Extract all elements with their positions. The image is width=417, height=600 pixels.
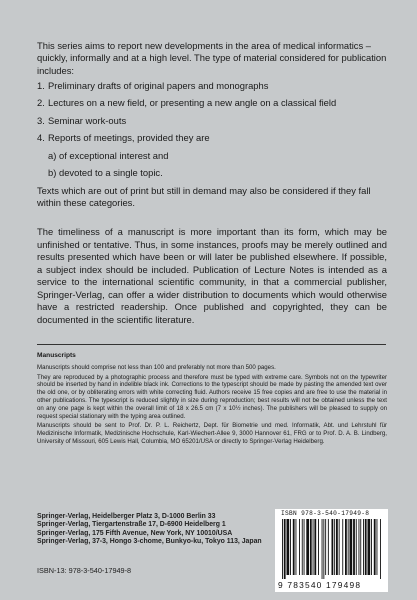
barcode-bar — [314, 519, 316, 575]
list-text: Preliminary drafts of original papers and monographs — [48, 79, 269, 91]
barcode-isbn-text: ISBN 978-3-540-17949-8 — [281, 510, 370, 517]
barcode-bar — [348, 519, 349, 575]
barcode-bar — [318, 519, 319, 575]
barcode-bar — [325, 519, 326, 575]
list-text: Seminar work-outs — [48, 114, 127, 126]
barcode-bar — [334, 519, 335, 575]
barcode-bar — [371, 519, 372, 575]
sub-list-letter: a) — [48, 149, 57, 161]
timeliness-section — [37, 226, 387, 326]
list-item — [37, 97, 387, 109]
barcode-bar — [313, 519, 314, 575]
barcode-bar — [336, 519, 338, 575]
sub-list-text: of exceptional interest and — [59, 149, 169, 161]
barcode-bar — [332, 519, 334, 575]
barcode-bar — [296, 519, 297, 575]
address-line: Springer-Verlag, 37-3, Hongo 3-chome, Bunkyo-ku, Tokyo 113, Japan — [37, 537, 262, 545]
isbn-13: ISBN-13: 978-3-540-17949-8 — [37, 566, 132, 575]
barcode-bar — [290, 519, 291, 575]
manuscripts-heading: Manuscripts — [37, 352, 76, 359]
barcode-bar — [302, 519, 303, 575]
barcode-bar — [342, 519, 343, 575]
list-number: 3. — [37, 114, 45, 126]
barcode-label — [275, 509, 388, 592]
list-number: 4. — [37, 132, 45, 144]
barcode-bar — [374, 519, 376, 575]
timeliness-paragraph: The timeliness of a manuscript is more important than its form, which may be unfinished or tentative. Thus, in some instances, proofs may be merely outlined and results presented which have been or will later be published elsewhere. If possible, a subject index should be included. Publication of Lecture Notes is intended as a service to the international scientific community, in that a commercial publisher, Springer-Verlag, can offer a wider distribution to documents which would otherwise have a restricted readership. Once published and copyrighted, they can be documented in the scientific literature. — [37, 226, 387, 325]
list-number: 1. — [37, 79, 45, 91]
material-list — [37, 80, 387, 180]
barcode-bar — [359, 519, 360, 575]
barcode-bar — [380, 519, 381, 579]
barcode-bar — [310, 519, 312, 575]
sub-list-text: devoted to a single topic. — [59, 167, 163, 179]
barcode-bar — [293, 519, 295, 575]
barcode-icon — [278, 519, 385, 579]
barcode-bar — [306, 519, 309, 575]
list-item — [37, 132, 387, 144]
barcode-bar — [287, 519, 290, 575]
manuscripts-reproduction: They are reproduced by a photographic process and therefore must be typed with extreme care. Symbols not on the typewriter should be inserted by hand in indelible black ink. Corrections to the typescript should be made by pasting the amended text over the old one, or by obliterating errors with white correcting fluid. Authors receive 15 free copies and are free to use the material in other publications. The typescript is reduced slightly in size during reproduction; best results will not be obtained unless the text on any one page is kept within the overall limit of 18 x 26.5 cm (7 x 10½ inches). The publishers will be pleased to supply on request special stationary with the typing area outlined. — [37, 373, 387, 420]
address-line: Springer-Verlag, Tiergartenstraße 17, D-6900 Heidelberg 1 — [37, 521, 226, 529]
barcode-bar — [345, 519, 347, 575]
barcode-bar — [323, 519, 324, 579]
list-number: 2. — [37, 97, 45, 109]
closing-paragraph: Texts which are out of print but still in demand may also be considered if they fall within these categories. — [37, 184, 371, 209]
barcode-bar — [353, 519, 355, 575]
barcode-bar — [368, 519, 371, 575]
barcode-bar — [356, 519, 357, 575]
barcode-bar — [377, 519, 378, 575]
barcode-digits: 9 783540 179498 — [278, 580, 362, 590]
address-line: Springer-Verlag, Heidelberger Platz 3, D-1000 Berlin 33 — [37, 513, 216, 520]
barcode-bar — [350, 519, 353, 575]
barcode-bar — [282, 519, 283, 579]
divider-rule — [37, 344, 386, 345]
barcode-bar — [328, 519, 329, 575]
barcode-bar — [304, 519, 305, 575]
barcode-bar — [284, 519, 286, 579]
intro-paragraph: This series aims to report new developments in the area of medical informatics – quickly, informally and at a high level. The type of material considered for publication includes: — [37, 40, 387, 76]
barcode-bar — [339, 519, 340, 575]
sub-list-letter: b) — [48, 167, 57, 179]
list-text: Lectures on a new field, or presenting a new angle on a classical field — [48, 97, 337, 109]
publisher-addresses — [37, 513, 267, 546]
barcode-bar — [365, 519, 367, 575]
barcode-bar — [360, 519, 361, 575]
list-item — [37, 115, 387, 127]
barcode-bar — [299, 519, 300, 575]
list-item — [37, 80, 387, 92]
barcode-bar — [322, 519, 323, 579]
manuscripts-length: Manuscripts should comprise not less than 100 and preferably not more than 500 pages. — [37, 363, 276, 371]
series-description — [37, 40, 387, 209]
manuscripts-section — [37, 352, 387, 448]
manuscripts-submission: Manuscripts should be sent to Prof. Dr. P. L. Reichertz, Dept. für Biometrie und med. Informatik, Abt. und Lehrstuhl für Medizinische Informatik, Medizinische Hochschule, Karl-Wiechert-Allee 9, 3000 Hannover 61, FRG or to Prof. D. A. B. Lindberg, University of Missouri, 605 Lewis Hall, Columbia, MO 65201/USA or directly to Springer-Verlag Heidelberg. — [37, 422, 387, 445]
list-text: Reports of meetings, provided they are — [48, 132, 210, 144]
address-line: Springer-Verlag, 175 Fifth Avenue, New York, NY 10010/USA — [37, 529, 233, 537]
barcode-bar — [363, 519, 364, 575]
sub-list-item — [37, 150, 387, 162]
sub-list-item — [37, 167, 387, 179]
